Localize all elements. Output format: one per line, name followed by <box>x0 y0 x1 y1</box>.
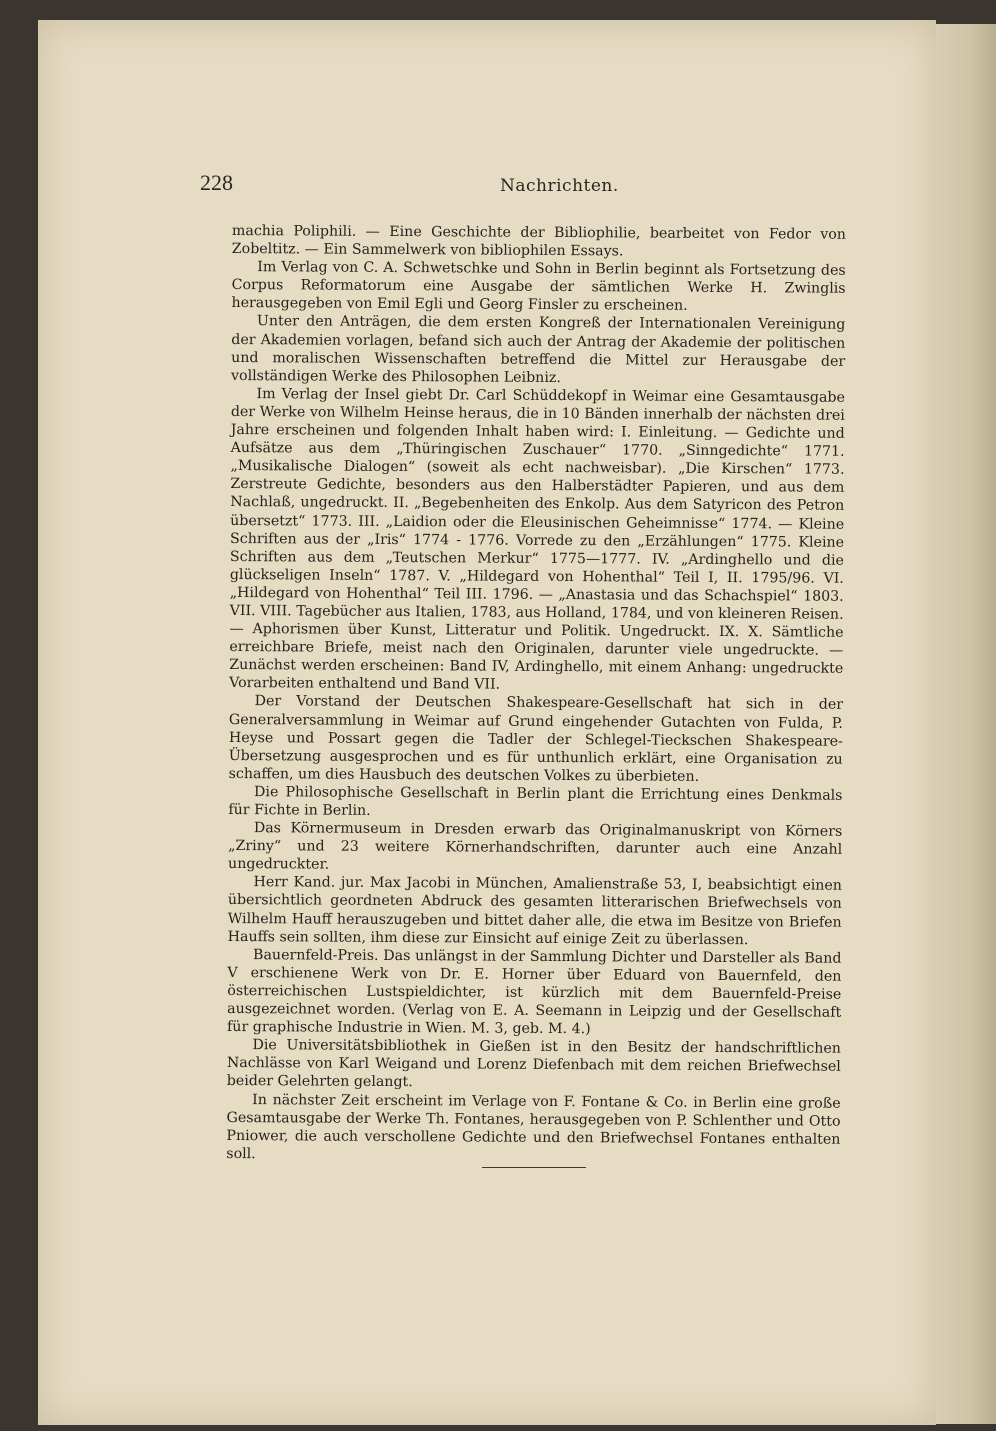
page-header <box>200 170 840 200</box>
paragraph-zwingli: Im Verlag von C. A. Schwetschke und Sohn in Berlin beginnt als Fortsetzung des Corpus Reformatorum eine Ausgabe der sämtlichen Werke H. Zwinglis herausgegeben von Emil Egli und Georg Finsler zu erscheinen. <box>231 259 846 315</box>
paragraph-koernermuseum: Das Körnermuseum in Dresden erwarb das Originalmanuskript von Körners „Zriny“ und 23 weitere Körnerhandschriften, darunter auch eine Anzahl ungedruckter. <box>228 820 843 873</box>
paragraph-hauff: Herr Kand. jur. Max Jacobi in München, Amalienstraße 53, I, beabsichtigt einen übersichtlich geordneten Abdruck des gesamten litterarischen Briefwechsels von Wilhelm Hauff herauszugeben und bittet daher alle, die etwa im Besitze von Briefen Hauffs sein sollten, ihm diese zur Einsicht auf einige Zeit zu überlassen. <box>227 874 843 948</box>
paragraph-shakespeare: Der Vorstand der Deutschen Shakespeare-Gesellschaft hat sich in der Generalversammlung in Weimar auf Grund eingehender Gutachten von Fulda, P. Heyse und Possart gegen die Tadler der Schlegel-Tieckschen Shakespeare-Übersetzung ausgesprochen und es für unthunlich erklärt, eine Organisation zu schaffen, um dies Hausbuch des deutschen Volkes zu überbieten. <box>228 693 844 785</box>
paragraph-fontane: In nächster Zeit erscheint im Verlage von F. Fontane & Co. in Berlin eine große Gesamtausgabe der Werke Th. Fontanes, herausgegeben von P. Schlenther und Otto Pniower, die auch verschollene Gedichte und den Briefwechsel Fontanes enthalten soll. <box>226 1091 841 1162</box>
paragraph-leibniz: Unter den Anträgen, die dem ersten Kongreß der Internationalen Vereinigung der Akademien vorlagen, befand sich auch der Antrag der Akademie der politischen und moralischen Wissenschaften betreffend die Mittel zur Herausgabe der vollständigen Werke des Philosophen Leibniz. <box>231 313 846 386</box>
article-body <box>226 222 846 1167</box>
end-rule-divider <box>482 1167 586 1168</box>
next-page-edge <box>934 24 996 1424</box>
paragraph-fichte: Die Philosophische Gesellschaft in Berlin plant die Errichtung eines Denkmals für Fichte in Berlin. <box>228 784 843 819</box>
page-number: 228 <box>200 170 233 195</box>
paragraph-bibliophilie: machia Poliphili. — Eine Geschichte der Bibliophilie, bearbeitet von Fedor von Zobeltitz. — Ein Sammelwerk von bibliophilen Essays. <box>231 222 846 260</box>
running-title: Nachrichten. <box>500 176 619 196</box>
paragraph-bauernfeld: Bauernfeld-Preis. Das unlängst in der Sammlung Dichter und Darsteller als Band V erschienene Werk von Dr. E. Horner über Eduard von Bauernfeld, den österreichischen Lustspieldichter, ist kürzlich mit dem Bauernfeld-Preise ausgezeichnet worden. (Verlag von E. A. Seemann in Leipzig und der Gesellschaft für graphische Industrie in Wien. M. 3, geb. M. 4.) <box>227 946 842 1038</box>
paragraph-heinse: Im Verlag der Insel giebt Dr. Carl Schüddekopf in Weimar eine Gesamtausgabe der Werke von Wilhelm Heinse heraus, die in 10 Bänden innerhalb der nächsten drei Jahre erscheinen und folgenden Inhalt haben wird: I. Einleitung. — Gedichte und Aufsätze aus dem „Thüringischen Zuschauer“ 1770. „Sinngedichte“ 1771. „Musikalische Dialogen“ (soweit als echt nachweisbar). „Die Kirschen“ 1773. Zerstreute Gedichte, besonders aus den Halberstädter Papieren, und aus dem Nachlaß, ungedruckt. II. „Begebenheiten des Enkolp. Aus dem Satyricon des Petron übersetzt“ 1773. III. „Laidion oder die Eleusinischen Geheimnisse“ 1774. — Kleine Schriften aus der „Iris“ 1774 - 1776. Vorrede zu den „Erzählungen“ 1775. Kleine Schriften aus dem „Teutschen Merkur“ 1775—1777. IV. „Ardinghello und die glückseligen Inseln“ 1787. V. „Hildegard von Hohenthal“ Teil I, II. 1795/96. VI. „Hildegard von Hohenthal“ Teil III. 1796. — „Anastasia und das Schachspiel“ 1803. VII. VIII. Tagebücher aus Italien, 1783, aus Holland, 1784, und von kleineren Reisen. — Aphorismen über Kunst, Litteratur und Politik. Ungedruckt. IX. X. Sämtliche erreichbare Briefe, meist nach den Originalen, darunter viele ungedruckte. — Zunächst werden erscheinen: Band IV, Ardinghello, mit einem Anhang: ungedruckte Vorarbeiten enthaltend und Band VII. <box>229 385 845 693</box>
paragraph-giessen: Die Universitätsbibliothek in Gießen ist in den Besitz der handschriftlichen Nachlässe von Karl Weigand und Lorenz Diefenbach mit dem reichen Briefwechsel beider Gelehrten gelangt. <box>226 1037 842 1091</box>
